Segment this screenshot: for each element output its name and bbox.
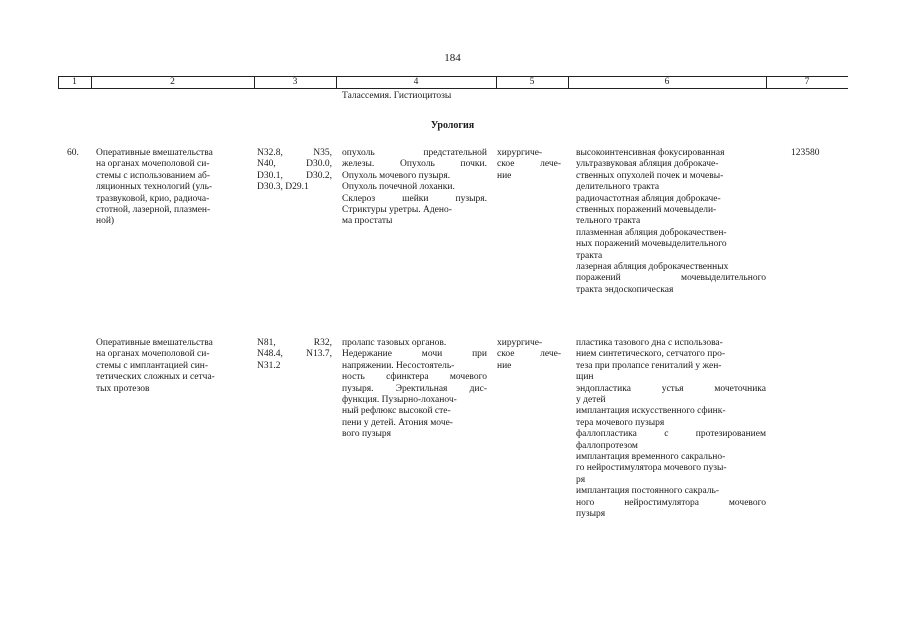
row-cost: 123580 — [791, 148, 820, 158]
section-title: Урология — [430, 120, 475, 131]
cell-model-line: ный рефлюкс высокой сте- — [342, 406, 451, 417]
cell-model-line: напряжении. Несостоятель- — [342, 360, 455, 371]
cell-method-line: тракта — [576, 250, 603, 261]
cell-name-line: ляционных технологий (уль- — [96, 182, 213, 193]
cell-method-line: тера мочевого пузыря — [576, 417, 665, 428]
cell-method-line: ря — [576, 474, 586, 485]
cell-method-line: ственных поражений мочевыдели- — [576, 205, 717, 215]
col-header-3: 3 — [292, 77, 298, 87]
cell-model-line: Опухоль почечной лоханки. — [342, 182, 455, 193]
cell-model-line: Опухоль мочевого пузыря. — [342, 170, 451, 181]
cell-codes-line: N31.2 — [257, 360, 281, 371]
cell-model-line: ма простаты — [342, 216, 393, 227]
cell-treat-line: ние — [497, 360, 512, 371]
cell-model-line: железы. Опухоль почки. — [342, 159, 487, 170]
cell-model-line: Стриктуры уретры. Адено- — [342, 205, 452, 215]
cell-method-line: имплантация временного сакрально- — [576, 452, 726, 462]
cell-name-line: Оперативные вмешательства — [96, 148, 213, 158]
cell-treat-line: хирургиче- — [497, 338, 543, 348]
cell-name-line: на органах мочеполовой си- — [96, 349, 210, 360]
cell-method-line: теза при пролапсе гениталий у жен- — [576, 360, 722, 371]
cell-method-line: фаллопротезом — [576, 440, 638, 451]
page-number: 184 — [444, 52, 461, 64]
cell-codes-line: D30.1, D30.2, — [257, 170, 332, 181]
cell-method-line: у детей — [576, 395, 606, 405]
cell-method-line: пузыря — [576, 509, 606, 519]
cell-name-line: тетических сложных и сетча- — [96, 372, 215, 383]
cell-method-line: ных поражений мочевыделительного — [576, 239, 727, 250]
continuation-text: Талассемия. Гистиоцитозы — [342, 91, 452, 101]
col-header-2: 2 — [170, 77, 175, 87]
table-header — [58, 76, 848, 89]
cell-model-line: пени у детей. Атония моче- — [342, 417, 453, 428]
cell-name-line: Оперативные вмешательства — [96, 338, 213, 348]
cell-method-line: высокоинтенсивная фокусированная — [576, 148, 725, 158]
cell-model-line: Недержание мочи при — [342, 349, 487, 360]
cell-name-line: тразвуковой, крио, радиоча- — [96, 193, 210, 204]
cell-method-line: ственных опухолей почек и мочевы- — [576, 170, 724, 181]
cell-method-line: поражений мочевыделительного — [576, 273, 766, 284]
cell-model-line: функция. Пузырно-лоханоч- — [342, 395, 457, 405]
col-header-4: 4 — [413, 77, 419, 87]
cell-name-line: на органах мочеполовой си- — [96, 159, 210, 170]
cell-method-line: имплантация искусственного сфинк- — [576, 406, 726, 417]
cell-model-line: вого пузыря — [342, 429, 392, 440]
cell-method-line: ного нейростимулятора мочевого — [576, 497, 766, 508]
cell-treat-line: ское лече- — [497, 349, 561, 360]
cell-name-line: стотной, лазерной, плазмен- — [96, 205, 211, 215]
cell-codes-line: N81, R32, — [257, 338, 332, 348]
cell-codes-line: D30.3, D29.1 — [257, 182, 309, 193]
cell-method-line: ультразвуковая абляция доброкаче- — [576, 159, 719, 170]
cell-method-line: радиочастотная абляция доброкаче- — [576, 193, 721, 204]
cell-method-line: пластика тазового дна с использова- — [576, 338, 723, 348]
cell-name-line: ной) — [96, 216, 115, 227]
col-header-5: 5 — [529, 77, 535, 87]
cell-model-line: пузыря. Эректильная дис- — [342, 383, 487, 394]
col-header-1: 1 — [72, 77, 77, 87]
cell-model-line: Склероз шейки пузыря. — [342, 193, 487, 204]
cell-model-line: пролапс тазовых органов. — [342, 338, 447, 348]
col-header-7: 7 — [804, 77, 810, 87]
cell-method-line: фаллопластика с протезированием — [576, 429, 766, 440]
cell-codes-line: N48.4, N13.7, — [257, 349, 332, 360]
col-header-6: 6 — [664, 77, 670, 87]
cell-method-line: лазерная абляция доброкачественных — [576, 262, 729, 272]
cell-model-line: опухоль предстательной — [342, 148, 487, 158]
cell-method-line: эндопластика устья мочеточника — [576, 383, 766, 394]
cell-treat-line: ние — [497, 170, 512, 181]
cell-treat-line: хирургиче- — [497, 148, 543, 158]
cell-treat-line: ское лече- — [497, 159, 561, 170]
cell-method-line: делительного тракта — [576, 182, 660, 193]
cell-method-line: го нейростимулятора мочевого пузы- — [576, 463, 727, 474]
cell-codes-line: N40, D30.0, — [257, 159, 332, 170]
cell-name-line: тых протезов — [96, 383, 150, 394]
cell-model-line: ность сфинктера мочевого — [342, 372, 487, 383]
row-number: 60. — [67, 148, 79, 158]
cell-name-line: стемы с имплантацией син- — [96, 360, 209, 371]
cell-method-line: тракта эндоскопическая — [576, 284, 674, 295]
cell-codes-line: N32.8, N35, — [257, 148, 332, 158]
cell-method-line: нием синтетического, сетчатого про- — [576, 349, 726, 360]
cell-method-line: имплантация постоянного сакраль- — [576, 486, 720, 497]
cell-method-line: тельного тракта — [576, 216, 641, 227]
cell-method-line: щин — [576, 372, 594, 383]
cell-name-line: стемы с использованием аб- — [96, 170, 211, 181]
cell-method-line: плазменная абляция доброкачествен- — [576, 227, 727, 238]
